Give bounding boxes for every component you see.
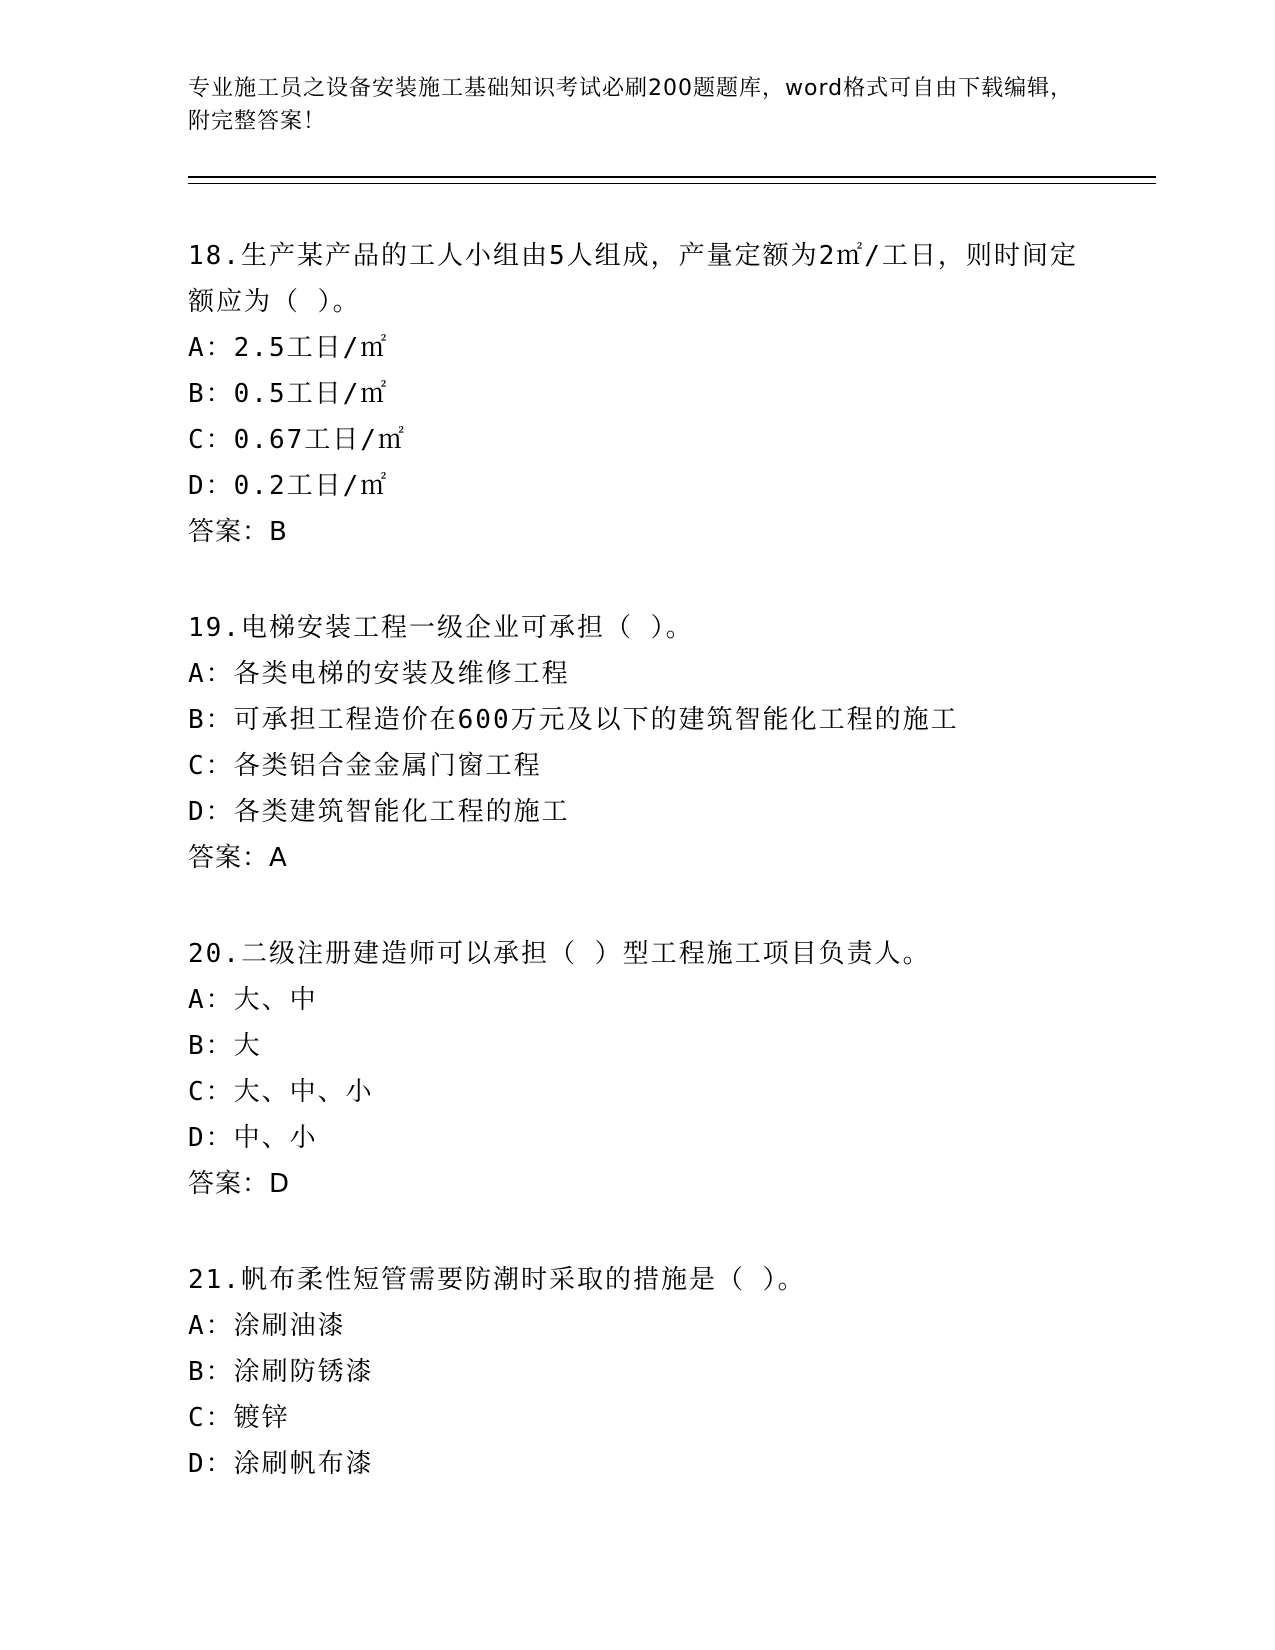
question-stem: 18.生产某产品的工人小组由5人组成，产量定额为2㎡/工日，则时间定额应为（ ）。 (188, 241, 1078, 317)
option-d: D：0.2工日/㎡ (188, 471, 389, 501)
option-b: B：0.5工日/㎡ (188, 379, 389, 409)
header-divider-thin (188, 183, 1156, 184)
option-c: C：大、中、小 (188, 1077, 374, 1107)
header-divider-thick (188, 176, 1156, 178)
document-header: 专业施工员之设备安装施工基础知识考试必刷200题题库，word格式可自由下载编辑，附完整答案！ (188, 76, 1074, 134)
answer-line: 答案：A (188, 843, 288, 873)
option-c: C：0.67工日/㎡ (188, 425, 406, 455)
option-a: A：大、中 (188, 985, 318, 1015)
question-stem: 21.帆布柔性短管需要防潮时采取的措施是（ ）。 (188, 1265, 806, 1295)
option-d: D：各类建筑智能化工程的施工 (188, 797, 570, 827)
option-a: A：涂刷油漆 (188, 1311, 346, 1341)
answer-line: 答案：D (188, 1169, 291, 1199)
question-18 (188, 233, 1108, 555)
option-b: B：涂刷防锈漆 (188, 1357, 374, 1387)
option-a: A：各类电梯的安装及维修工程 (188, 659, 570, 689)
question-list (188, 233, 1108, 1537)
option-d: D：中、小 (188, 1123, 318, 1153)
option-b: B：大 (188, 1031, 262, 1061)
option-a: A：2.5工日/㎡ (188, 333, 389, 363)
question-stem: 20.二级注册建造师可以承担（ ）型工程施工项目负责人。 (188, 939, 931, 969)
answer-line: 答案：B (188, 517, 288, 547)
option-d: D：涂刷帆布漆 (188, 1449, 374, 1479)
option-c: C：各类铝合金金属门窗工程 (188, 751, 542, 781)
question-20 (188, 931, 1108, 1207)
option-c: C：镀锌 (188, 1403, 290, 1433)
question-stem: 19.电梯安装工程一级企业可承担（ ）。 (188, 613, 694, 643)
question-19 (188, 605, 1108, 881)
question-21 (188, 1257, 1108, 1487)
option-b: B：可承担工程造价在600万元及以下的建筑智能化工程的施工 (188, 705, 959, 735)
